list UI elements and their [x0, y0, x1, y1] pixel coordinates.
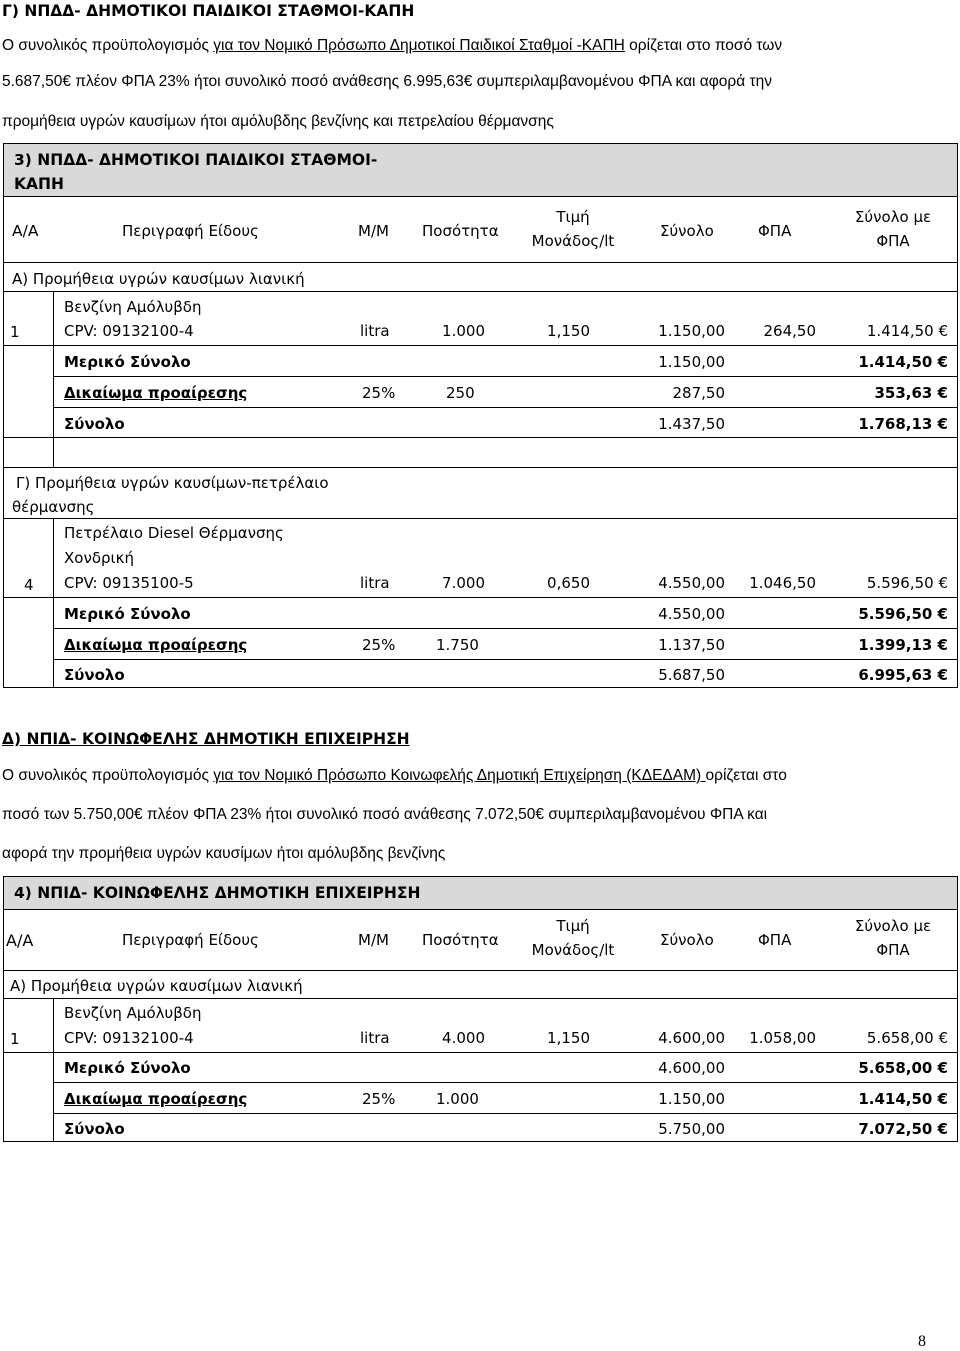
- text-line: Μονάδος/lt: [531, 232, 615, 250]
- col-header-aa: Α/Α: [12, 222, 39, 240]
- section-d-paragraph-line1: [2, 767, 787, 785]
- table-1-title-line1: 3) ΝΠΔΔ- ΔΗΜΟΤΙΚΟΙ ΠΑΙΔΙΚΟΙ ΣΤΑΘΜΟΙ-: [14, 151, 378, 169]
- option-total: 1.150,00: [658, 1090, 725, 1108]
- border: [3, 998, 958, 999]
- item-total: 4.600,00: [658, 1029, 725, 1047]
- border: [3, 909, 958, 910]
- border: [3, 196, 958, 197]
- section-d-heading: [2, 730, 410, 748]
- border: [957, 876, 958, 1142]
- item-price: 0,650: [547, 574, 590, 592]
- border: [3, 345, 958, 346]
- row-aa: 4: [24, 576, 34, 594]
- section-d-paragraph-line2: ποσό των 5.750,00€ πλέον ΦΠΑ 23% ήτοι συνολικό ποσό ανάθεσης 7.072,50€ συμπεριλαμβανομένου ΦΠΑ και: [2, 806, 768, 823]
- text-line: ΦΠΑ: [876, 232, 910, 250]
- item-mm: litra: [360, 322, 390, 340]
- item-desc-line1: Πετρέλαιο Diesel Θέρμανσης: [64, 524, 284, 542]
- subtotal-label: Μερικό Σύνολο: [64, 1059, 191, 1077]
- option-pct: 25%: [362, 384, 396, 402]
- section-g-paragraph-line3: προμήθεια υγρών καυσίμων ήτοι αμόλυβδης βενζίνης και πετρελαίου θέρμανσης: [2, 113, 554, 130]
- sum-total: 5.750,00: [658, 1120, 725, 1138]
- col-header-total: Σύνολο: [660, 931, 714, 949]
- text-line: Τιμή: [556, 917, 590, 935]
- text-line: Τιμή: [556, 208, 590, 226]
- text-line: Μονάδος/lt: [531, 941, 615, 959]
- border: [53, 407, 958, 408]
- border: [53, 998, 54, 1142]
- col-header-vat: ΦΠΑ: [758, 222, 792, 240]
- item-price: 1,150: [547, 322, 590, 340]
- option-qty: 1.750: [436, 636, 479, 654]
- sum-label: Σύνολο: [64, 415, 125, 433]
- border: [53, 1113, 958, 1114]
- group-title: Α) Προμήθεια υγρών καυσίμων λιανική: [12, 270, 305, 288]
- section-g-paragraph-line1: [2, 37, 782, 55]
- row-aa: 1: [10, 323, 20, 341]
- border: [53, 291, 54, 468]
- item-desc-line2: CPV: 09132100-4: [64, 1029, 194, 1047]
- subtotal-total-vat: 5.596,50 €: [858, 605, 948, 623]
- section-g-paragraph-line2: 5.687,50€ πλέον ΦΠΑ 23% ήτοι συνολικό ποσό ανάθεσης 6.995,63€ συμπεριλαμβανομένου ΦΠΑ και αφορά την: [2, 73, 772, 90]
- legal-entity-underlined: για τον Νομικό Πρόσωπο Κοινωφελής Δημοτική Επιχείρηση (ΚΔΕΔΑΜ): [213, 767, 706, 784]
- item-qty: 4.000: [442, 1029, 485, 1047]
- text-line: ΦΠΑ: [876, 941, 910, 959]
- sum-total-vat: 7.072,50 €: [858, 1120, 948, 1138]
- text-span: Ο συνολικός προϋπολογισμός: [2, 767, 214, 784]
- item-desc-line2: CPV: 09132100-4: [64, 322, 194, 340]
- item-desc-line1: Βενζίνη Αμόλυβδη: [64, 1004, 202, 1022]
- col-header-total-vat: [838, 208, 948, 250]
- col-header-mm: Μ/Μ: [358, 222, 389, 240]
- sum-label: Σύνολο: [64, 666, 125, 684]
- border: [3, 1052, 958, 1053]
- heading-text: Δ) ΝΠΙΔ- ΚΟΙΝΩΦΕΛΗΣ ΔΗΜΟΤΙΚΗ ΕΠΙΧΕΙΡΗΣΗ: [2, 730, 410, 748]
- col-header-qty: Ποσότητα: [422, 931, 499, 949]
- section-g-heading: Γ) ΝΠΔΔ- ΔΗΜΟΤΙΚΟΙ ΠΑΙΔΙΚΟΙ ΣΤΑΘΜΟΙ-ΚΑΠΗ: [2, 2, 415, 20]
- border: [3, 876, 958, 877]
- subtotal-label: Μερικό Σύνολο: [64, 353, 191, 371]
- col-header-desc: Περιγραφή Είδους: [122, 222, 259, 240]
- border: [53, 1082, 958, 1083]
- col-header-qty: Ποσότητα: [422, 222, 499, 240]
- item-total-vat: 1.414,50 €: [866, 322, 948, 340]
- item-mm: litra: [360, 574, 390, 592]
- border: [3, 143, 4, 688]
- subtotal-value: 1.150,00: [658, 353, 725, 371]
- col-header-unit-price: [518, 917, 628, 959]
- table-1-title-line2: ΚΑΠΗ: [14, 175, 64, 193]
- border: [3, 143, 958, 144]
- subtotal-label: Μερικό Σύνολο: [64, 605, 191, 623]
- sum-total-vat: 6.995,63 €: [858, 666, 948, 684]
- border: [3, 437, 958, 438]
- item-mm: litra: [360, 1029, 390, 1047]
- group-title-line1: Γ) Προμήθεια υγρών καυσίμων-πετρέλαιο: [16, 474, 329, 492]
- border: [3, 467, 958, 468]
- border: [53, 376, 958, 377]
- text-line: Σύνολο με: [854, 917, 932, 935]
- table-2-title: 4) ΝΠΙΔ- ΚΟΙΝΩΦΕΛΗΣ ΔΗΜΟΤΙΚΗ ΕΠΙΧΕΙΡΗΣΗ: [14, 884, 421, 902]
- item-total: 1.150,00: [658, 322, 725, 340]
- col-header-mm: Μ/Μ: [358, 931, 389, 949]
- item-desc-line2: Χονδρική: [64, 549, 134, 567]
- item-total: 4.550,00: [658, 574, 725, 592]
- col-header-aa: Α/Α: [6, 931, 34, 950]
- sum-label: Σύνολο: [64, 1120, 125, 1138]
- option-total-vat: 1.414,50 €: [858, 1090, 948, 1108]
- sum-total: 5.687,50: [658, 666, 725, 684]
- legal-entity-underlined: για τον Νομικό Πρόσωπο Δημοτικοί Παιδικοί Σταθμοί -ΚΑΠΗ: [213, 37, 625, 54]
- text-line: Σύνολο με: [854, 208, 932, 226]
- option-right-label: Δικαίωμα προαίρεσης: [64, 384, 248, 402]
- option-right-label: Δικαίωμα προαίρεσης: [64, 1090, 248, 1108]
- border: [3, 262, 958, 263]
- subtotal-value: 4.550,00: [658, 605, 725, 623]
- col-header-vat: ΦΠΑ: [758, 931, 792, 949]
- subtotal-total-vat: 5.658,00 €: [858, 1059, 948, 1077]
- item-total-vat: 5.596,50 €: [866, 574, 948, 592]
- option-qty: 250: [446, 384, 475, 402]
- col-header-total-vat: [838, 917, 948, 959]
- row-aa: 1: [10, 1030, 20, 1048]
- sum-total: 1.437,50: [658, 415, 725, 433]
- col-header-desc: Περιγραφή Είδους: [122, 931, 259, 949]
- item-desc-line3: CPV: 09135100-5: [64, 574, 194, 592]
- option-pct: 25%: [362, 1090, 396, 1108]
- option-pct: 25%: [362, 636, 396, 654]
- subtotal-value: 4.600,00: [658, 1059, 725, 1077]
- text-span: ορίζεται στο: [705, 767, 787, 784]
- sum-total-vat: 1.768,13 €: [858, 415, 948, 433]
- option-qty: 1.000: [436, 1090, 479, 1108]
- border: [53, 659, 958, 660]
- group-title: Α) Προμήθεια υγρών καυσίμων λιανική: [10, 977, 303, 995]
- option-total: 287,50: [672, 384, 725, 402]
- item-vat: 1.058,00: [749, 1029, 816, 1047]
- option-total-vat: 353,63 €: [874, 384, 948, 402]
- col-header-unit-price: [518, 208, 628, 250]
- border: [53, 628, 958, 629]
- item-vat: 1.046,50: [749, 574, 816, 592]
- page-number: 8: [918, 1333, 926, 1350]
- border: [957, 143, 958, 688]
- border: [3, 970, 958, 971]
- section-d-paragraph-line3: αφορά την προμήθεια υγρών καυσίμων ήτοι αμόλυβδης βενζίνης: [2, 845, 446, 862]
- group-title-line2: θέρμανσης: [12, 498, 95, 516]
- item-vat: 264,50: [763, 322, 816, 340]
- text-span: Ο συνολικός προϋπολογισμός: [2, 37, 214, 54]
- text-span: ορίζεται στο ποσό των: [624, 37, 783, 54]
- border: [3, 291, 958, 292]
- item-qty: 1.000: [442, 322, 485, 340]
- border: [3, 597, 958, 598]
- border: [3, 687, 958, 688]
- item-desc-line1: Βενζίνη Αμόλυβδη: [64, 298, 202, 316]
- border: [53, 518, 54, 688]
- option-total-vat: 1.399,13 €: [858, 636, 948, 654]
- border: [3, 876, 4, 1142]
- option-total: 1.137,50: [658, 636, 725, 654]
- subtotal-total-vat: 1.414,50 €: [858, 353, 948, 371]
- item-qty: 7.000: [442, 574, 485, 592]
- item-price: 1,150: [547, 1029, 590, 1047]
- border: [3, 518, 958, 519]
- col-header-total: Σύνολο: [660, 222, 714, 240]
- border: [3, 1141, 958, 1142]
- option-right-label: Δικαίωμα προαίρεσης: [64, 636, 248, 654]
- item-total-vat: 5.658,00 €: [866, 1029, 948, 1047]
